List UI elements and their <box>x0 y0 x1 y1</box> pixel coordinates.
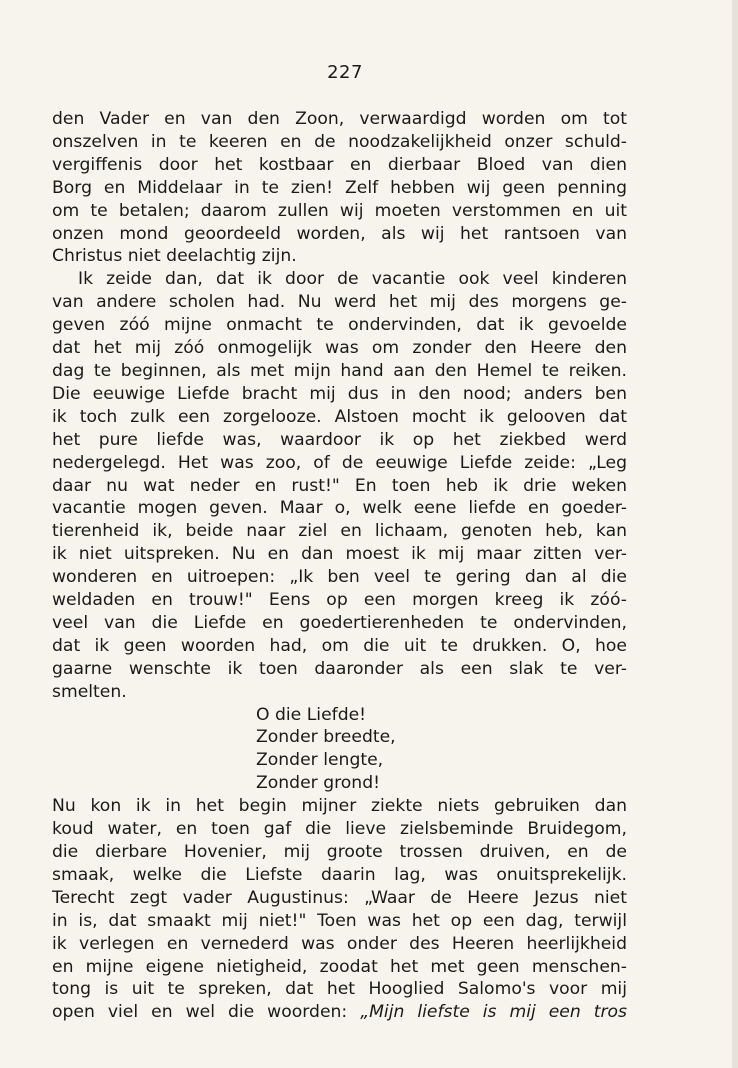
paragraph-1 <box>52 108 627 268</box>
text-line: smaak, welke die Liefste daarin lag, was onuitsprekelijk. <box>52 864 627 885</box>
text-line: en mijne eigene nietigheid, zoodat het met geen menschen- <box>52 956 627 977</box>
text-line: Terecht zegt vader Augustinus: „Waar de Heere Jezus niet <box>52 887 627 908</box>
text-line: Christus niet deelachtig zijn. <box>52 246 297 267</box>
poem-line: Zonder lengte, <box>256 750 384 771</box>
text-line: den Vader en van den Zoon, verwaardigd worden om tot <box>52 109 627 129</box>
text-line: nedergelegd. Het was zoo, of de eeuwige Liefde zeide: „Leg <box>52 452 627 473</box>
text-line: dat ik geen woorden had, om die uit te drukken. O, hoe <box>52 635 627 656</box>
text-line: die dierbare Hovenier, mij groote trossen druiven, en de <box>52 842 627 862</box>
poem-line: Zonder breedte, <box>256 727 396 748</box>
text-line: Ik zeide dan, dat ik door de vacantie ook veel kinderen <box>78 269 627 290</box>
text-line: ik verlegen en vernederd was onder des Heeren heerlijkheid <box>52 933 627 954</box>
text-line: weldaden en trouw!" Eens op een morgen kreeg ik zóó- <box>52 590 627 611</box>
text-line: Die eeuwige Liefde bracht mij dus in den nood; anders ben <box>52 383 627 404</box>
text-line: van andere scholen had. Nu werd het mij des morgens ge- <box>52 292 627 313</box>
text-italic-quote: „Mijn liefste is mij een tros <box>360 1002 628 1023</box>
text-line: het pure liefde was, waardoor ik op het ziekbed werd <box>52 429 627 450</box>
text-line: onzen mond geoordeeld worden, als wij het rantsoen van <box>52 223 627 244</box>
text-line: geven zóó mijne onmacht te ondervinden, dat ik gevoelde <box>52 315 627 336</box>
text-line: tierenheid ik, beide naar ziel en lichaam, genoten heb, kan <box>52 521 627 542</box>
page-number: 227 <box>327 62 363 83</box>
text-line: Borg en Middelaar in te zien! Zelf hebben wij geen penning <box>52 177 627 198</box>
page-body <box>52 108 627 1024</box>
text-line: koud water, en toen gaf die lieve zielsbeminde Bruidegom, <box>52 819 627 840</box>
text-line: gaarne wenschte ik toen daaronder als een slak te ver- <box>52 658 627 679</box>
text-line: smelten. <box>52 681 127 702</box>
text-normal: open viel en wel die woorden: <box>52 1002 361 1023</box>
text-line: vergiffenis door het kostbaar en dierbaar Bloed van dien <box>52 154 627 175</box>
poem-line: Zonder grond! <box>256 773 381 794</box>
text-line: wonderen en uitroepen: „Ik ben veel te gering dan al die <box>52 567 627 588</box>
text-line-last <box>52 1001 627 1024</box>
text-line: om te betalen; daarom zullen wij moeten verstommen en uit <box>52 200 627 221</box>
text-line: tong is uit te spreken, dat het Hooglied Salomo's voor mij <box>52 979 627 1000</box>
text-line: Nu kon ik in het begin mijner ziekte niets gebruiken dan <box>52 796 627 817</box>
text-line: in is, dat smaakt mij niet!" Toen was het op een dag, terwijl <box>52 910 627 931</box>
text-line: dag te beginnen, als met mijn hand aan den Hemel te reiken. <box>52 360 627 381</box>
text-line: ik toch zulk een zorgelooze. Alstoen mocht ik gelooven dat <box>52 406 627 427</box>
text-line: veel van die Liefde en goedertierenheden te ondervinden, <box>52 612 627 633</box>
paragraph-3 <box>52 795 627 1024</box>
text-line: dat het mij zóó onmogelijk was om zonder den Heere den <box>52 338 627 359</box>
poem-line: O die Liefde! <box>256 704 367 725</box>
text-line: ik niet uitspreken. Nu en dan moest ik mij maar zitten ver- <box>52 544 627 565</box>
text-line: onszelven in te keeren en de noodzakelijkheid onzer schuld- <box>52 131 627 152</box>
text-line: daar nu wat neder en rust!" En toen heb ik drie weken <box>52 475 627 496</box>
text-line: vacantie mogen geven. Maar o, welk eene liefde en goeder- <box>52 498 627 519</box>
paragraph-2 <box>52 268 627 703</box>
poem <box>52 704 627 796</box>
